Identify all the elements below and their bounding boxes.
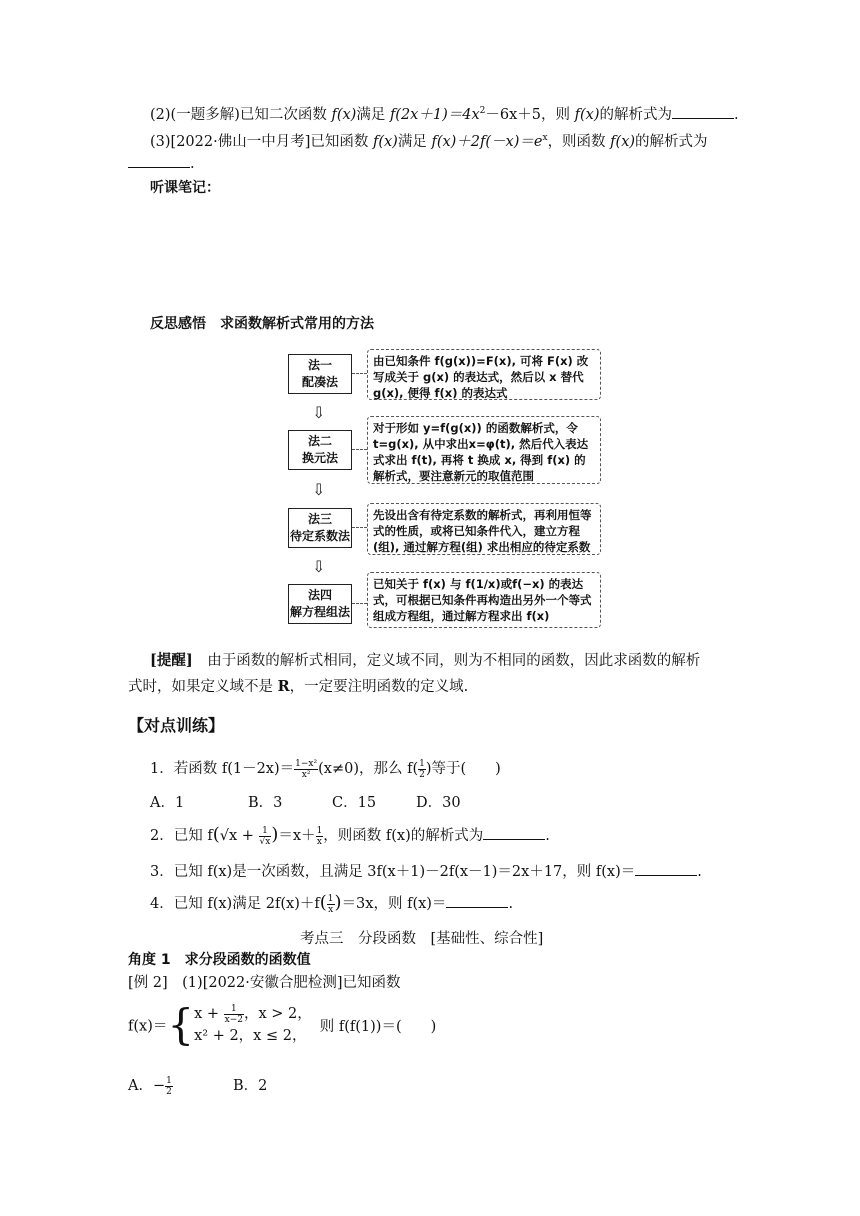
angle-title: 角度 1 求分段函数的函数值 xyxy=(128,952,311,968)
method-1-label: 法一 xyxy=(307,358,332,372)
p3-text: 3．已知 f(x)是一次函数，且满足 3f(x＋1)－2f(x－1)＝2x＋17，则 f(x)＝ xyxy=(150,864,636,880)
p4-arg-close: ) xyxy=(334,892,342,913)
reminder-tag: [提醒] xyxy=(150,652,193,669)
answer-blank xyxy=(672,106,734,119)
q3-end: ，则函数 xyxy=(547,134,611,150)
question-3-continued xyxy=(128,155,195,172)
p4-b: ＝3x，则 f(x)＝ xyxy=(341,896,447,912)
q2-mid: 满足 xyxy=(356,107,390,123)
frac-num: 1 xyxy=(224,1004,244,1015)
p2-arg-close: ) xyxy=(271,824,279,845)
reminder-R: R xyxy=(277,678,290,695)
connector xyxy=(352,373,367,374)
frac-num: 1 xyxy=(316,825,323,836)
down-arrow-icon: ⇩ xyxy=(312,557,326,576)
p2-arg: ( xyxy=(212,824,220,845)
practice-title: 【对点训练】 xyxy=(128,716,225,735)
method-desc-3: 先设出含有待定系数的解析式，再利用恒等式的性质，或将已知条件代入，建立方程(组), 通过解方程(组) 求出相应的待定系数 xyxy=(367,503,601,555)
method-3-label: 法三 xyxy=(307,512,332,526)
q2-end: 的解析式为 xyxy=(599,107,672,123)
p1-option-b: B．3 xyxy=(248,795,283,811)
connector xyxy=(352,449,367,450)
method-box-1 xyxy=(288,354,352,394)
q2-eq: f(2x＋1)＝4x xyxy=(389,107,480,123)
frac-num: 1 xyxy=(259,826,272,837)
p1-option-c: C．15 xyxy=(332,795,377,811)
ex2-option-a xyxy=(128,1074,173,1097)
reminder-text-2a: 式时，如果定义域不是 xyxy=(128,679,278,695)
frac-den: √x xyxy=(259,836,271,847)
q3-eq: f(x)＋2f(－x)＝e xyxy=(431,134,543,150)
piecewise-function xyxy=(128,1000,437,1053)
practice-3 xyxy=(150,860,702,881)
practice-2 xyxy=(150,824,550,847)
frac-den: 2 xyxy=(166,1086,172,1097)
fraction xyxy=(259,826,272,847)
p3-dot: . xyxy=(697,864,702,880)
frac-den: x xyxy=(316,836,322,847)
piece-rhs: 则 f(f(1))＝( ) xyxy=(319,1018,437,1035)
frac-num: 1 xyxy=(419,758,425,769)
fraction xyxy=(418,759,426,780)
frac-num: 1−x² xyxy=(295,758,318,769)
method-3-name: 待定系数法 xyxy=(289,529,350,543)
reminder-text: 由于函数的解析式相同，定义域不同，则为不相同的函数，因此求函数的解析 xyxy=(192,653,701,669)
p2-a: 2．已知 f xyxy=(150,828,213,844)
section-title: 考点三 分段函数 [基础性、综合性] xyxy=(300,931,544,947)
method-2-name: 换元法 xyxy=(301,451,338,465)
method-box-3 xyxy=(288,508,352,548)
q3-fx2: f(x) xyxy=(610,134,636,150)
down-arrow-icon: ⇩ xyxy=(312,480,326,499)
method-box-2 xyxy=(288,430,352,470)
brace-icon: { xyxy=(167,1000,195,1049)
piece-lhs: f(x)＝ xyxy=(128,1018,168,1035)
example-2: [例 2] (1)[2022·安徽合肥检测]已知函数 xyxy=(128,975,401,991)
q2-fx2: f(x) xyxy=(574,107,600,123)
p1-tail: )等于( ) xyxy=(425,761,501,777)
fraction xyxy=(224,1004,244,1025)
q3-exp: x xyxy=(542,133,548,144)
method-desc-2: 对于形如 y=f(g(x)) 的函数解析式，令 t=g(x), 从中求出x=φ(t), 然后代入表达式求出 f(t), 再将 t 换成 x, 得到 f(x) 的解析式，要注意新元的取值范围 xyxy=(367,416,601,484)
fraction xyxy=(165,1076,173,1097)
piece-cases xyxy=(194,1003,312,1047)
question-2 xyxy=(150,103,739,124)
answer-blank xyxy=(446,895,508,908)
case-1-cond: ，x > 2， xyxy=(243,1006,312,1022)
frac-den: x−2 xyxy=(224,1014,243,1025)
answer-blank xyxy=(483,827,545,840)
case-2: x² + 2，x ≤ 2， xyxy=(194,1028,307,1044)
q2-label: (2)(一题多解)已知二次函数 xyxy=(150,107,332,123)
fraction xyxy=(327,894,335,915)
notes-label: 听课笔记： xyxy=(150,180,220,196)
reminder-text-2b: ，一定要注明函数的定义域. xyxy=(289,679,469,695)
ex2-option-b: B．2 xyxy=(233,1078,268,1094)
q2-exp: 2 xyxy=(479,106,486,117)
frac-den: 2 xyxy=(419,769,425,780)
method-desc-1: 由已知条件 f(g(x))=F(x), 可将 F(x) 改写成关于 g(x) 的表达式，然后以 x 替代 g(x), 便得 f(x) 的表达式 xyxy=(367,349,601,400)
q2-eq2: －6x＋5，则 xyxy=(485,107,575,123)
p1-option-d: D．30 xyxy=(416,795,461,811)
reminder-line-1 xyxy=(150,649,700,670)
practice-1 xyxy=(150,757,501,780)
method-4-label: 法四 xyxy=(307,588,332,602)
frac-den: x xyxy=(328,904,334,915)
method-desc-4: 已知关于 f(x) 与 f(1/x)或f(−x) 的表达式，可根据已知条件再构造出另外一个等式组成方程组，通过解方程求出 f(x) xyxy=(367,572,601,628)
p4-arg: ( xyxy=(319,892,327,913)
sqrt-x: √x + xyxy=(219,828,259,844)
frac-num: 1 xyxy=(327,893,334,904)
frac-den: x² xyxy=(301,769,311,780)
p1-text: 1．若函数 f(1－2x)＝ xyxy=(150,761,295,777)
p2-d: . xyxy=(545,828,550,844)
q2-dot: . xyxy=(734,107,739,123)
p1-option-a: A．1 xyxy=(150,795,185,811)
connector xyxy=(352,527,367,528)
method-1-name: 配凑法 xyxy=(301,375,338,389)
frac-num: 1 xyxy=(166,1075,172,1086)
q3-dot: . xyxy=(190,156,195,172)
q3-fx: f(x) xyxy=(372,134,398,150)
p1-cond: (x≠0)，那么 f( xyxy=(318,761,419,777)
p4-a: 4．已知 f(x)满足 2f(x)＋f xyxy=(150,896,320,912)
q3-end2: 的解析式为 xyxy=(635,134,708,150)
answer-blank xyxy=(635,863,697,876)
reflection-title: 反思感悟 求函数解析式常用的方法 xyxy=(150,316,374,332)
fraction xyxy=(294,759,318,780)
reminder-line-2 xyxy=(128,675,468,696)
q3-label: (3)[2022·佛山一中月考]已知函数 xyxy=(150,134,373,150)
down-arrow-icon: ⇩ xyxy=(312,403,326,422)
method-box-4 xyxy=(288,584,352,624)
answer-blank xyxy=(128,155,190,168)
method-2-label: 法二 xyxy=(307,434,332,448)
connector xyxy=(352,603,367,604)
q3-mid: 满足 xyxy=(397,134,432,150)
question-3 xyxy=(150,130,708,151)
p2-b: ＝x＋ xyxy=(278,828,316,844)
method-4-name: 解方程组法 xyxy=(289,605,350,619)
practice-4 xyxy=(150,892,513,915)
q2-fx: f(x) xyxy=(331,107,357,123)
option-a-text: A．− xyxy=(128,1078,166,1094)
p2-c: ，则函数 f(x)的解析式为 xyxy=(323,828,484,844)
p4-c: . xyxy=(508,896,514,912)
case-1: x + $\frac{1}{x-2}$ ，x > 2， xyxy=(194,1003,312,1025)
